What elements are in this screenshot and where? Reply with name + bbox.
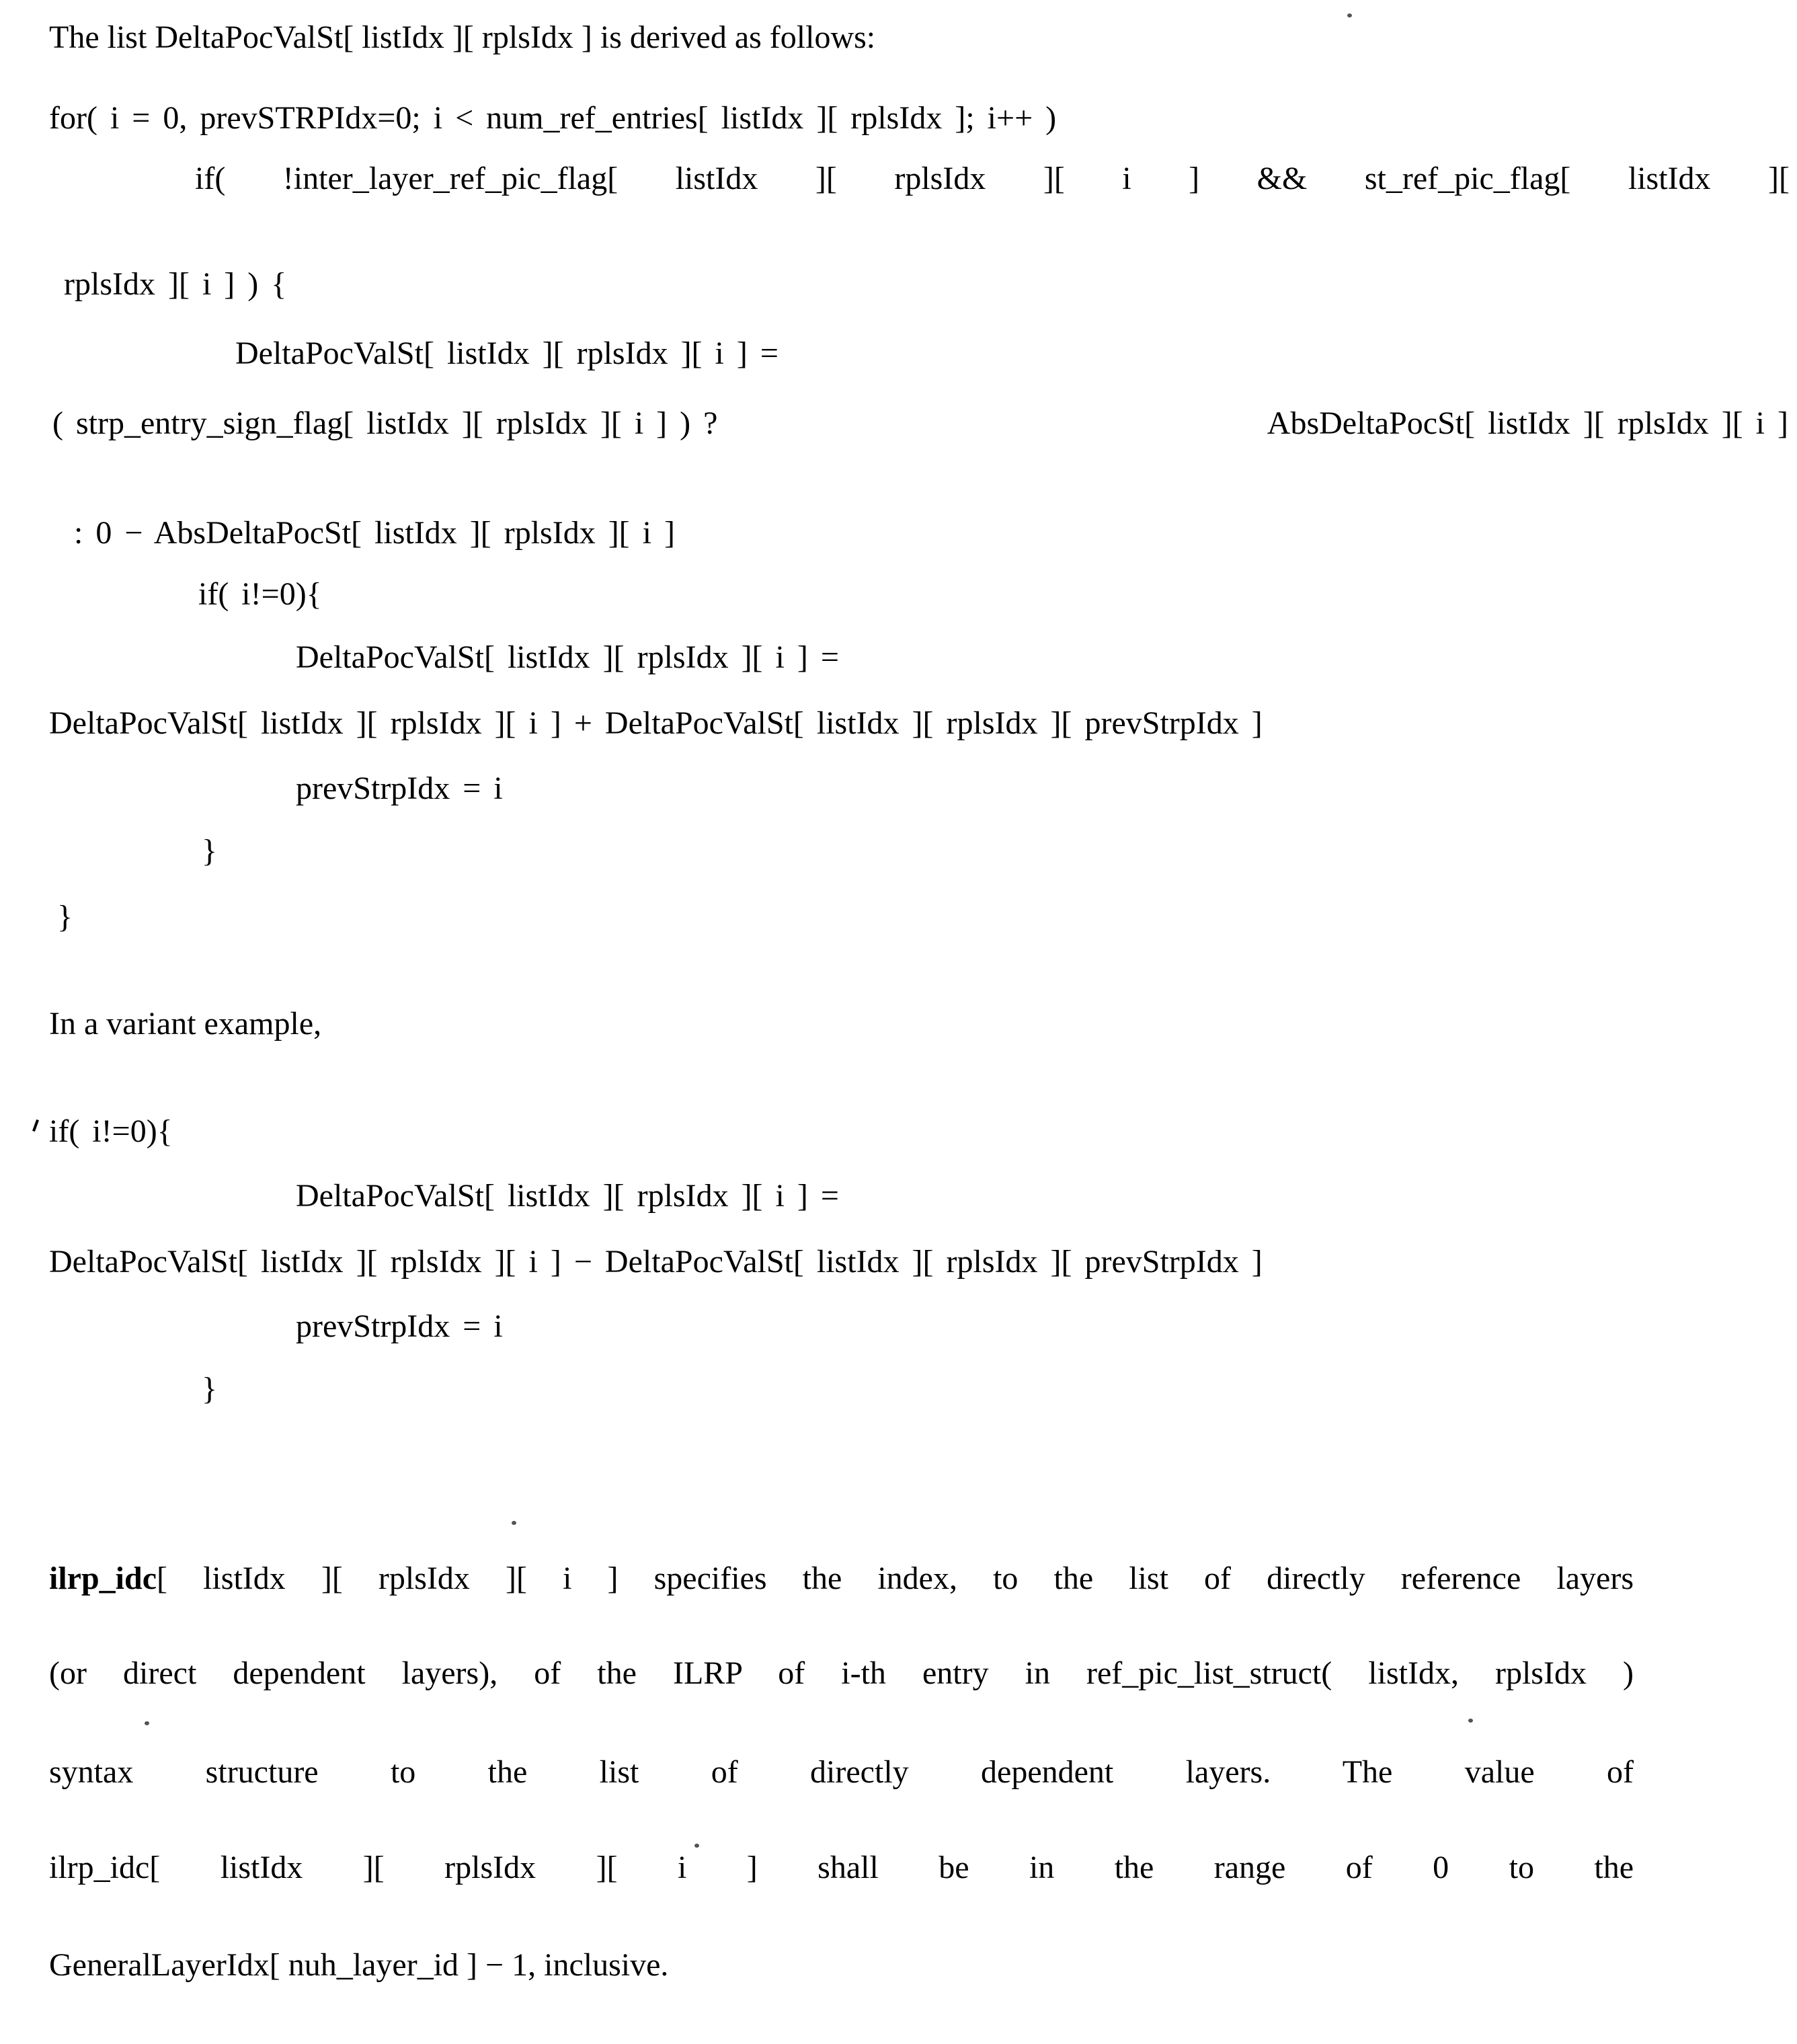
code-line: DeltaPocValSt[ listIdx ][ rplsIdx ][ i ] + DeltaPocValSt[ listIdx ][ rplsIdx ][ prevStrpIdx ] bbox=[49, 705, 1263, 741]
code-line: DeltaPocValSt[ listIdx ][ rplsIdx ][ i ] = bbox=[235, 336, 778, 371]
scan-speckle bbox=[1468, 1719, 1473, 1723]
code-line: prevStrpIdx = i bbox=[296, 1308, 503, 1344]
code-line: : 0 − AbsDeltaPocSt[ listIdx ][ rplsIdx ][ i ] bbox=[74, 515, 675, 551]
paragraph-line: (or direct dependent layers), of the ILRP of i-th entry in ref_pic_list_struct( listIdx, rplsIdx ) bbox=[49, 1655, 1634, 1691]
code-line: DeltaPocValSt[ listIdx ][ rplsIdx ][ i ] = bbox=[296, 1178, 839, 1214]
code-line: rplsIdx ][ i ] ) { bbox=[64, 266, 287, 302]
paragraph-text: [ listIdx ][ rplsIdx ][ i ] specifies the index, to the list of directly reference layers bbox=[157, 1561, 1634, 1596]
code-line: } bbox=[202, 1371, 218, 1407]
code-line: DeltaPocValSt[ listIdx ][ rplsIdx ][ i ] − DeltaPocValSt[ listIdx ][ rplsIdx ][ prevStrpIdx ] bbox=[49, 1244, 1263, 1280]
paragraph-line: syntax structure to the list of directly dependent layers. The value of bbox=[49, 1754, 1634, 1790]
code-line-right-part: AbsDeltaPocSt[ listIdx ][ rplsIdx ][ i ] bbox=[1267, 405, 1788, 441]
scan-speckle bbox=[694, 1844, 699, 1848]
paragraph-line bbox=[49, 1560, 1634, 1597]
code-line: prevStrpIdx = i bbox=[296, 771, 503, 806]
code-line bbox=[52, 405, 1788, 442]
intro-line: The list DeltaPocValSt[ listIdx ][ rplsIdx ] is derived as follows: bbox=[49, 19, 876, 55]
bold-term: ilrp_idc bbox=[49, 1561, 157, 1596]
stray-tick-mark bbox=[32, 1119, 39, 1132]
code-line: if( i!=0){ bbox=[198, 576, 322, 612]
scan-speckle bbox=[145, 1721, 149, 1725]
code-line: } bbox=[202, 833, 218, 869]
code-line: for( i = 0, prevSTRPIdx=0; i < num_ref_entries[ listIdx ][ rplsIdx ]; i++ ) bbox=[49, 100, 1057, 136]
paragraph-line: GeneralLayerIdx[ nuh_layer_id ] − 1, inclusive. bbox=[49, 1947, 669, 1983]
code-line: } bbox=[57, 899, 73, 935]
code-line: DeltaPocValSt[ listIdx ][ rplsIdx ][ i ] = bbox=[296, 639, 839, 675]
variant-label: In a variant example, bbox=[49, 1006, 322, 1041]
code-line: if( !inter_layer_ref_pic_flag[ listIdx ][ rplsIdx ][ i ] && st_ref_pic_flag[ listIdx ][ bbox=[195, 161, 1790, 196]
code-line: if( i!=0){ bbox=[49, 1113, 173, 1150]
scan-speckle bbox=[512, 1521, 516, 1525]
paragraph-line: ilrp_idc[ listIdx ][ rplsIdx ][ i ] shall be in the range of 0 to the bbox=[49, 1850, 1634, 1885]
code-line-left-part: ( strp_entry_sign_flag[ listIdx ][ rplsIdx ][ i ] ) ? bbox=[52, 405, 718, 441]
scan-speckle bbox=[1347, 13, 1352, 17]
